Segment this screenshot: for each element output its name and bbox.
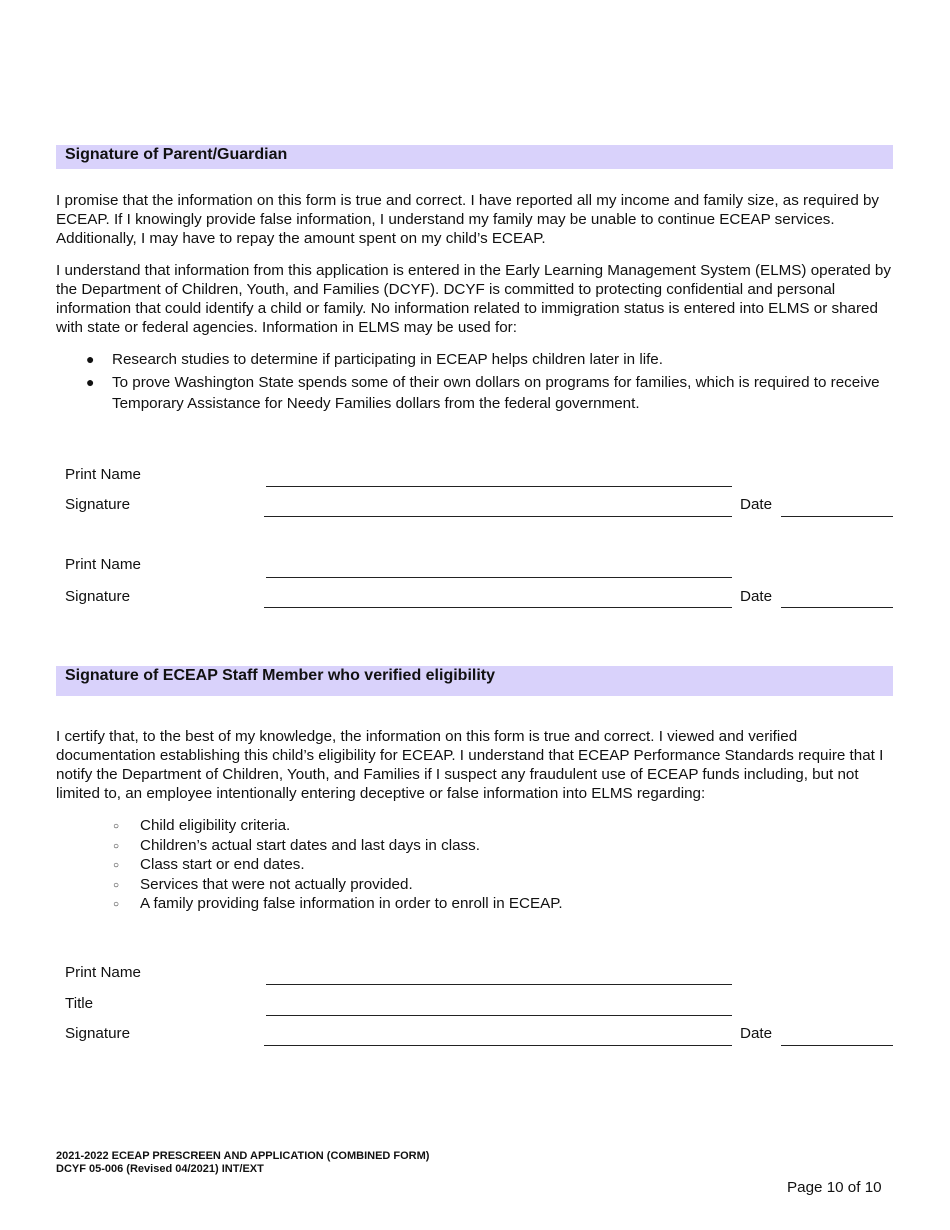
bullet-circle-icon: ○ <box>113 879 120 891</box>
staff-signature-section-header <box>56 666 893 696</box>
list-item: ○ Child eligibility criteria. <box>56 816 896 836</box>
date-label: Date <box>740 1025 773 1042</box>
bullet-dot-icon: ● <box>86 351 95 367</box>
fraud-examples-list <box>56 816 896 914</box>
print-name-line-1[interactable] <box>266 486 732 487</box>
date-line-1[interactable] <box>781 516 893 517</box>
bullet-circle-icon: ○ <box>113 899 120 910</box>
list-item: ○ Children’s actual start dates and last days in class. <box>56 836 896 856</box>
signature-label: Signature <box>65 588 131 605</box>
list-item: ● To prove Washington State spends some of their own dollars on programs for families, which is required to receive Temporary Assistance for Needy Families dollars from the federal government. <box>86 374 880 412</box>
date-label: Date <box>740 588 773 605</box>
page-number: Page 10 of 10 <box>787 1179 882 1196</box>
list-item: ○ Services that were not actually provided. <box>56 875 896 895</box>
print-name-label: Print Name <box>65 964 141 981</box>
staff-certify-paragraph: I certify that, to the best of my knowledge, the information on this form is true and correct. I viewed and verified documentation establishing this child’s eligibility for ECEAP. I understand that ECEAP Performance Standards require that I notify the Department of Children, Youth, and Families if I suspect any fraudulent use of ECEAP funds including, but not limited to, an employee intentionally entering deceptive or false information into ELMS regarding: <box>56 728 884 802</box>
staff-date-line[interactable] <box>781 1045 893 1046</box>
elms-uses-list <box>56 349 896 414</box>
title-label: Title <box>65 995 94 1012</box>
staff-signature-line[interactable] <box>264 1045 732 1046</box>
footer-form-title: 2021-2022 ECEAP PRESCREEN AND APPLICATION (COMBINED FORM) <box>56 1150 430 1162</box>
print-name-label: Print Name <box>65 466 141 483</box>
footer-form-number: DCYF 05-006 (Revised 04/2021) INT/EXT <box>56 1163 264 1175</box>
date-line-2[interactable] <box>781 607 893 608</box>
signature-line-2[interactable] <box>264 607 732 608</box>
print-name-line-2[interactable] <box>266 577 732 578</box>
signature-line-1[interactable] <box>264 516 732 517</box>
staff-title-line[interactable] <box>266 1015 732 1016</box>
bullet-circle-icon: ○ <box>113 840 120 852</box>
section-header-title: Signature of Parent/Guardian <box>65 146 288 163</box>
parent-promise-paragraph: I promise that the information on this form is true and correct. I have reported all my income and family size, as required by ECEAP. If I knowingly provide false information, I understand my family may be unable to continue ECEAP services. Additionally, I may have to repay the amount spent on my child’s ECEAP. <box>56 192 880 247</box>
signature-label: Signature <box>65 1025 131 1042</box>
bullet-circle-icon: ○ <box>113 821 120 832</box>
signature-label: Signature <box>65 496 131 513</box>
parent-signature-section-header <box>56 145 893 169</box>
list-item: ○ Class start or end dates. <box>56 855 896 875</box>
list-item: ○ A family providing false information in order to enroll in ECEAP. <box>56 894 896 914</box>
bullet-dot-icon: ● <box>86 374 95 390</box>
print-name-label: Print Name <box>65 556 141 573</box>
list-item: ● Research studies to determine if participating in ECEAP helps children later in life. <box>86 351 663 368</box>
section-header-title: Signature of ECEAP Staff Member who verified eligibility <box>65 667 495 684</box>
bullet-circle-icon: ○ <box>113 860 120 871</box>
elms-info-paragraph: I understand that information from this application is entered in the Early Learning Management System (ELMS) operated by the Department of Children, Youth, and Families (DCYF). DCYF is committed to protecting confidential and personal information that could identify a child or family. No information related to immigration status is entered into ELMS or shared with state or federal agencies. Information in ELMS may be used for: <box>56 262 891 336</box>
staff-print-name-line[interactable] <box>266 984 732 985</box>
date-label: Date <box>740 496 773 513</box>
